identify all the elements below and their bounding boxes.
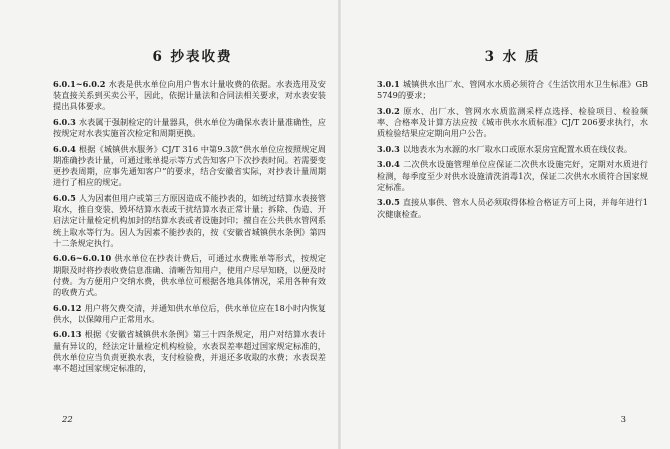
right-page bbox=[340, 0, 670, 449]
clause-number: 3.0.4 bbox=[377, 159, 400, 170]
clause-text: 以地表水为水源的水厂取水口或原水泵房宜配置水质在线仪表。 bbox=[402, 143, 633, 154]
clause-3-0-2 bbox=[377, 106, 648, 140]
clause-text: 城镇供水出厂水、管网水水质必须符合《生活饮用水卫生标准》GB 5749的要求； bbox=[377, 79, 648, 101]
chapter-title-left: 6 抄表收费 bbox=[152, 49, 233, 65]
clause-number: 6.0.12 bbox=[53, 302, 82, 313]
clause-number: 6.0.6~6.0.10 bbox=[53, 253, 112, 264]
clause-6-0-13 bbox=[53, 329, 326, 374]
clause-text: 供水单位在抄表计费后，可通过水费账单等形式，按规定期限及时将抄表收费信息准确、清晰告知用户，使用户尽早知晓，以便及时付费。为方便用户交纳水费，供水单位可根据各地具体情况，采用各种有效的收费方式。 bbox=[53, 253, 326, 298]
clause-number: 6.0.4 bbox=[53, 143, 76, 154]
clause-number: 6.0.3 bbox=[53, 117, 76, 127]
clause-text: 水表是供水单位向用户售水计量收费的依据。水表选用及安装直接关系到买卖公平，因此，依据计量法和合同法相关要求，对水表安装提出具体要求。 bbox=[53, 79, 326, 112]
clause-number: 3.0.1 bbox=[377, 79, 400, 89]
clause-6-0-3 bbox=[53, 117, 326, 139]
clause-number: 3.0.2 bbox=[377, 105, 400, 116]
clause-text: 直接从事供、管水人员必须取得体检合格证方可上岗，并每年进行1次健康检查。 bbox=[377, 197, 648, 219]
clause-text: 人为因素但用户或第三方原因造成不能抄表的，如统过结算水表接管取水，推自变装、毁坏结算水表或干扰结算水表正常计量；拆除、伪造、开启法定计量检定机构加封的结算水表或者设施封印；擅自在公共供水管网系统上取水等行为。因人为因素不能抄表的，按《安徽省城镇供水条例》第四十二条规定执行。 bbox=[53, 193, 326, 248]
clause-text: 根据《安徽省城镇供水条例》第三十四条规定，用户对结算水表计量有异议的，经法定计量检定机构检验，水表误差率超过国家规定标准的，供水单位应当负责更换水表，支付检验费，并退还多收取的水费；水表误差率不超过国家规定标准的， bbox=[53, 329, 326, 374]
clause-3-0-3 bbox=[377, 144, 648, 155]
chapter-title-right: 3 水 质 bbox=[484, 49, 541, 65]
clause-6-0-1 bbox=[53, 79, 326, 113]
clause-3-0-1 bbox=[377, 79, 648, 101]
clause-number: 3.0.3 bbox=[377, 143, 400, 154]
clause-text: 水表属于强制检定的计量器具，供水单位为确保水表计量准确性，应按规定对水表实施首次检定和周期更换。 bbox=[53, 117, 326, 139]
clause-text: 原水、出厂水、管网水水质监测采样点选择、检验项目、检验频率、合格率及计算方法应按《城市供水水质标准》CJ/T 206要求执行，水质检验结果应定期向用户公告。 bbox=[377, 105, 648, 139]
clause-text: 根据《城镇供水服务》CJ/T 316 中第9.3款“供水单位应按照规定周期准确抄表计量，可通过账单提示等方式告知客户下次抄表时间。若需要变更抄表周期，应事先通知客户”的要求，结合安徽省实际，对抄表计量周期进行了相应的规定。 bbox=[53, 143, 326, 188]
clause-3-0-5 bbox=[377, 197, 648, 219]
clause-6-0-12 bbox=[53, 303, 326, 325]
clause-number: 3.0.5 bbox=[377, 197, 400, 208]
clause-6-0-5 bbox=[53, 193, 326, 249]
page-number-right: 3 bbox=[620, 415, 626, 425]
clause-number: 6.0.13 bbox=[53, 329, 82, 340]
clause-number: 6.0.5 bbox=[53, 193, 76, 203]
clause-6-0-6 bbox=[53, 253, 326, 298]
clause-3-0-4 bbox=[377, 159, 648, 193]
clause-text: 用户将欠费交清，并通知供水单位后，供水单位应在18小时内恢复供水，以保障用户正常用水。 bbox=[53, 302, 326, 324]
clause-6-0-4 bbox=[53, 144, 326, 189]
clause-number: 6.0.1~6.0.2 bbox=[53, 79, 106, 89]
clause-text: 二次供水设施管理单位应保证二次供水设施完好，定期对水质进行检测，每季度至少对供水设施清洗消毒1次，保证二次供水水质符合国家规定标准。 bbox=[377, 159, 648, 192]
page-number-left: 22 bbox=[62, 415, 73, 425]
